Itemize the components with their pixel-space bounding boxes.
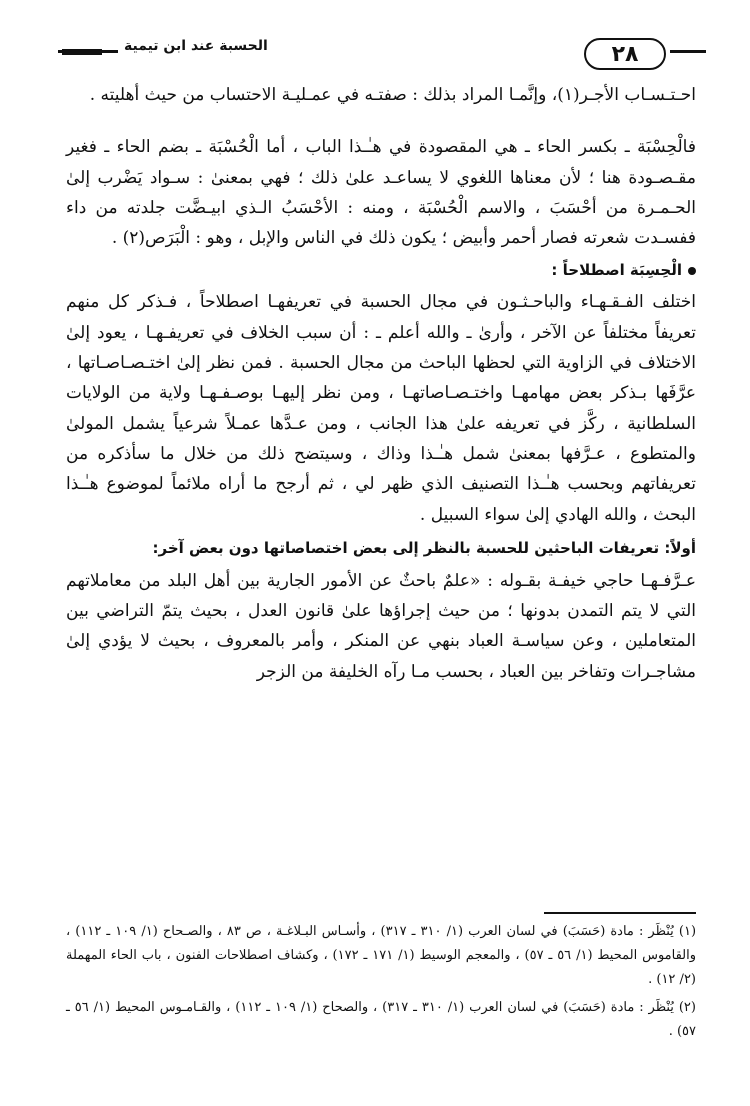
bullet-icon xyxy=(688,267,696,275)
paragraph-3: اختلف الفـقـهـاء والباحـثـون في مجال الحسبة في تعريفهـا اصطلاحاً ، فـذكر كل منهم تعريفاً مختلفاً عن الآخر ، وأرىٰ ـ والله أعلم ـ : أن سبب الخلاف في تعريفـهـا ، يعود إلىٰ الاختلاف في الزاوية التي لحظها الباحث من مجال الحسبة . فمن نظر إلىٰ اختـصـاصـاتها ، عرَّفَها بـذكر بعض مهامهـا واختـصـاصاتهـا ، ومن نظر إليهـا بوصـفـهـا ولاية من الولايات السلطانية ، ركَّز في تعريفه علىٰ هذا الجانب ، ومن عـدَّها عمـلاً شرعياً يشمل المولىٰ والمتطوع ، عـرَّفها بمعنىٰ شمل هـٰـذا وذاك ، وسيتضح ذلك من خلال ما سأذكره من تعريفاتهم وبحسب هـٰـذا التصنيف الذي ظهر لي ، ثم أرجح ما أراه ملائماً لموضوع هـٰـذا البحث ، والله الهادي إلىٰ سواء السبيل . xyxy=(66,292,696,525)
main-text xyxy=(66,80,696,687)
footnote-2: (٢) يُنْظَر : مادة (حَسَبَ) في لسان العرب (١/ ٣١٠ ـ ٣١٧) ، والصحاح (١/ ١٠٩ ـ ١١٢) ، والقـامـوس المحيط (١/ ٥٦ ـ ٥٧) . xyxy=(66,1000,696,1039)
section-heading-text: الْحِسِبَة اصطلاحاً : xyxy=(551,261,682,280)
running-title: الحسبة عند ابن تيمية xyxy=(118,38,274,54)
page-number: ٢٨ xyxy=(584,38,666,70)
subsection-heading: أولاً: تعريفات الباحثين للحسبة بالنظر إلى بعض اختصاصاتها دون بعض آخر: xyxy=(152,538,696,557)
footnotes xyxy=(66,920,696,1048)
footnote-divider xyxy=(544,912,696,914)
footnote-1: (١) يُنْظَر : مادة (حَسَبَ) في لسان العرب (١/ ٣١٠ ـ ٣١٧) ، وأسـاس البـلاغـة ، ص ٨٣ ، والصـحاح (١/ ١٠٩ ـ ١١٢) ، والقاموس المحيط (١/ ٥٦ ـ ٥٧) ، والمعجم الوسيط (١/ ١٧١ ـ ١٧٢) ، وكشاف اصطلاحات الفنون ، باب الحاء المهملة (٢/ ١٢) . xyxy=(66,924,697,987)
paragraph-2: فالْحِسْبَة ـ بكسر الحاء ـ هي المقصودة في هـٰـذا الباب ، أما الْحُسْبَة ـ بضم الحاء ـ فغير مقـصـودة هنا ؛ لأن معناها اللغوي لا يساعـد علىٰ ذلك ؛ فهي بمعنىٰ : سـواد يَضْرب إلىٰ الحـمـرة من أحْسَبَ ، والاسم الْحُسْبَة ، ومنه : الأحْسَبُ الـذي ابيـضَّت جلدته من داء ففسـدت شعرته فصار أحمر وأبيض ؛ يكون ذلك في الناس والإبل ، وهو : الْبَرَص(٢) . xyxy=(66,137,696,249)
section-heading xyxy=(66,253,696,287)
header-rule-right xyxy=(670,50,706,53)
header-rule-stub xyxy=(62,49,102,55)
paragraph-1: احـتـسـاب الأجـر(١)، وإنَّمـا المراد بذلك : صفتـه في عمـليـة الاحتساب من حيث أهليته . xyxy=(89,85,696,105)
page-header xyxy=(58,30,706,74)
paragraph-4: عـرَّفـهـا حاجي خيفـة بقـوله : «علمٌ باحثٌ عن الأمور الجارية بين أهل البلد من معاملاتهم التي لا يتم التمدن بدونها ؛ من حيث إجراؤها علىٰ قانون العدل ، بحيث يتمّ التراضي بين المتعاملين ، وعن سياسـة العباد بنهي عن المنكر ، وأمر بالمعروف ، بحيث لا يؤدي إلىٰ مشاجـرات وتفاخر بين العباد ، بحسب مـا رآه الخليفة من الزجر xyxy=(66,570,696,682)
